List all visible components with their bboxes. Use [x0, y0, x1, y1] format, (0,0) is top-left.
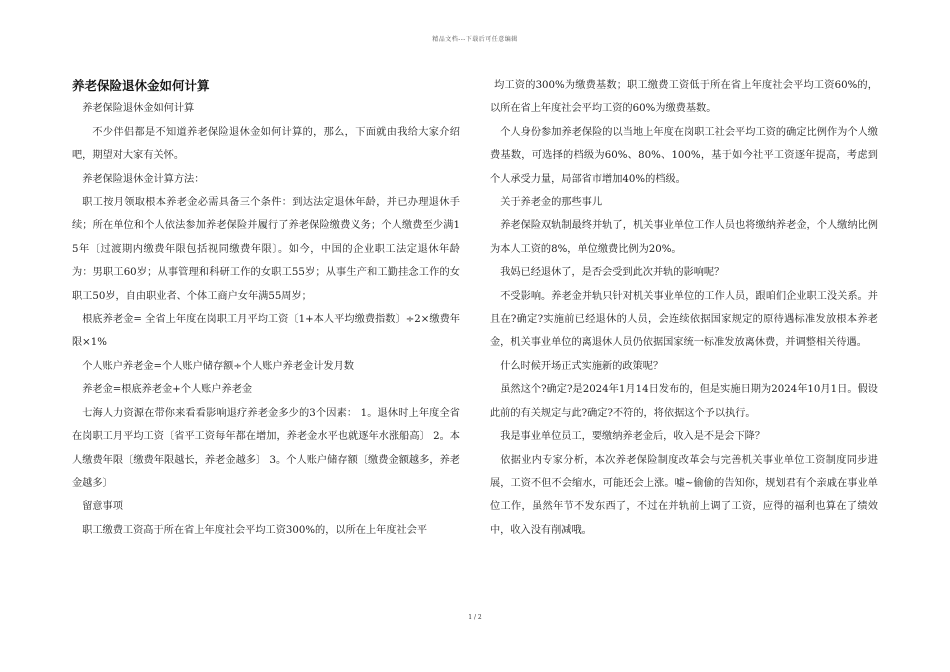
question: 什么时候开场正式实施新的政策呢？ — [500, 360, 664, 372]
paragraph: 不少伴侣都是不知道养老保险退休金如何计算的，那么，下面就由我给大家介绍吧，期望对大家有关怀。 — [72, 126, 460, 162]
left-column — [72, 74, 460, 542]
section-heading: 留意事项 — [82, 501, 123, 513]
section-heading: 关于养老金的那些事儿 — [500, 197, 603, 209]
paragraph: 个人身份参加养老保险的以当地上年度在岗职工社会平均工资的确定比例作为个人缴费基数，可选择的档级为60%、80%、100%，基于如今社平工资逐年提高，考虑到个人承受力量，局部省市增加40%的档级。 — [490, 126, 878, 185]
paragraph: 七海人力资源在带你来看看影响退疗养老金多少的3个因素： 1。退休时上年度全省在岗职工月平均工资〔省平工资每年都在增加，养老金水平也就逐年水涨船高〕 2。本人缴费年限〔缴费年限越长，养老金越多〕 3。个人账户储存额〔缴费金额越多，养老金越多〕 — [72, 407, 460, 489]
paragraph: 均工资的300%为缴费基数；职工缴费工资低于所在省上年度社会平均工资60%的，以所在省上年度社会平均工资的60%为缴费基数。 — [490, 80, 878, 115]
right-column — [490, 74, 878, 542]
paragraph: 不受影响。养老金并轨只针对机关事业单位的工作人员，跟咱们企业职工没关系。并且在?确定?实施前已经退休的人员，会连续依据国家规定的原待遇标准发放根本养老金，机关事业单位的离退休人员仍依据国家统一标准发放离休费，并调整相关待遇。 — [490, 290, 878, 349]
paragraph: 职工按月领取根本养老金必需具备三个条件：到达法定退休年龄，并已办理退休手续；所在单位和个人依法参加养老保险并履行了养老保险缴费义务；个人缴费至少满15年〔过渡期内缴费年限包括视同缴费年限〕。如今，中国的企业职工法定退休年龄为：男职工60岁；从事管理和科研工作的女职工55岁；从事生产和工勤挂念工作的女职工50岁，自由职业者、个体工商户女年满55周岁； — [72, 197, 460, 302]
page-header: 精品文档---下载后可任意编辑 — [432, 36, 518, 43]
paragraph: 虽然这个?确定?是2024年1月14日发布的，但是实施日期为2024年10月1日。假设此前的有关规定与此?确定?不符的，将依据这个予以执行。 — [490, 384, 878, 419]
paragraph: 根底养老金= 全省上年度在岗职工月平均工资〔1+本人平均缴费指数〕÷2×缴费年限×1% — [72, 314, 460, 349]
paragraph: 职工缴费工资高于所在省上年度社会平均工资300%的，以所在上年度社会平 — [82, 524, 428, 536]
paragraph: 个人账户养老金=个人账户储存额÷个人账户养老金计发月数 — [82, 360, 354, 372]
document-title: 养老保险退休金如何计算 — [72, 78, 210, 93]
question: 我妈已经退休了，是否会受到此次并轨的影响呢？ — [500, 267, 725, 279]
paragraph: 养老保险双轨制最终并轨了，机关事业单位工作人员也将缴纳养老金，个人缴纳比例为本人工资的8%，单位缴费比例为20%。 — [490, 220, 878, 255]
paragraph: 养老金=根底养老金+个人账户养老金 — [82, 384, 253, 396]
page-number: 1 / 2 — [468, 614, 482, 621]
question: 我是事业单位员工，要缴纳养老金后，收入是不是会下降？ — [500, 431, 766, 443]
paragraph: 养老保险退休金如何计算 — [82, 103, 195, 115]
paragraph: 养老保险退休金计算方法： — [82, 173, 205, 185]
paragraph: 依据业内专家分析，本次养老保险制度改革会与完善机关事业单位工资制度同步进展，工资不但不会缩水，可能还会上涨。嘘~偷偷的告知你，规划君有个亲戚在事业单位工作，虽然年节不发东西了，不过在并轨前上调了工资，应得的福利也算在了绩效中，收入没有削减哦。 — [490, 454, 878, 536]
